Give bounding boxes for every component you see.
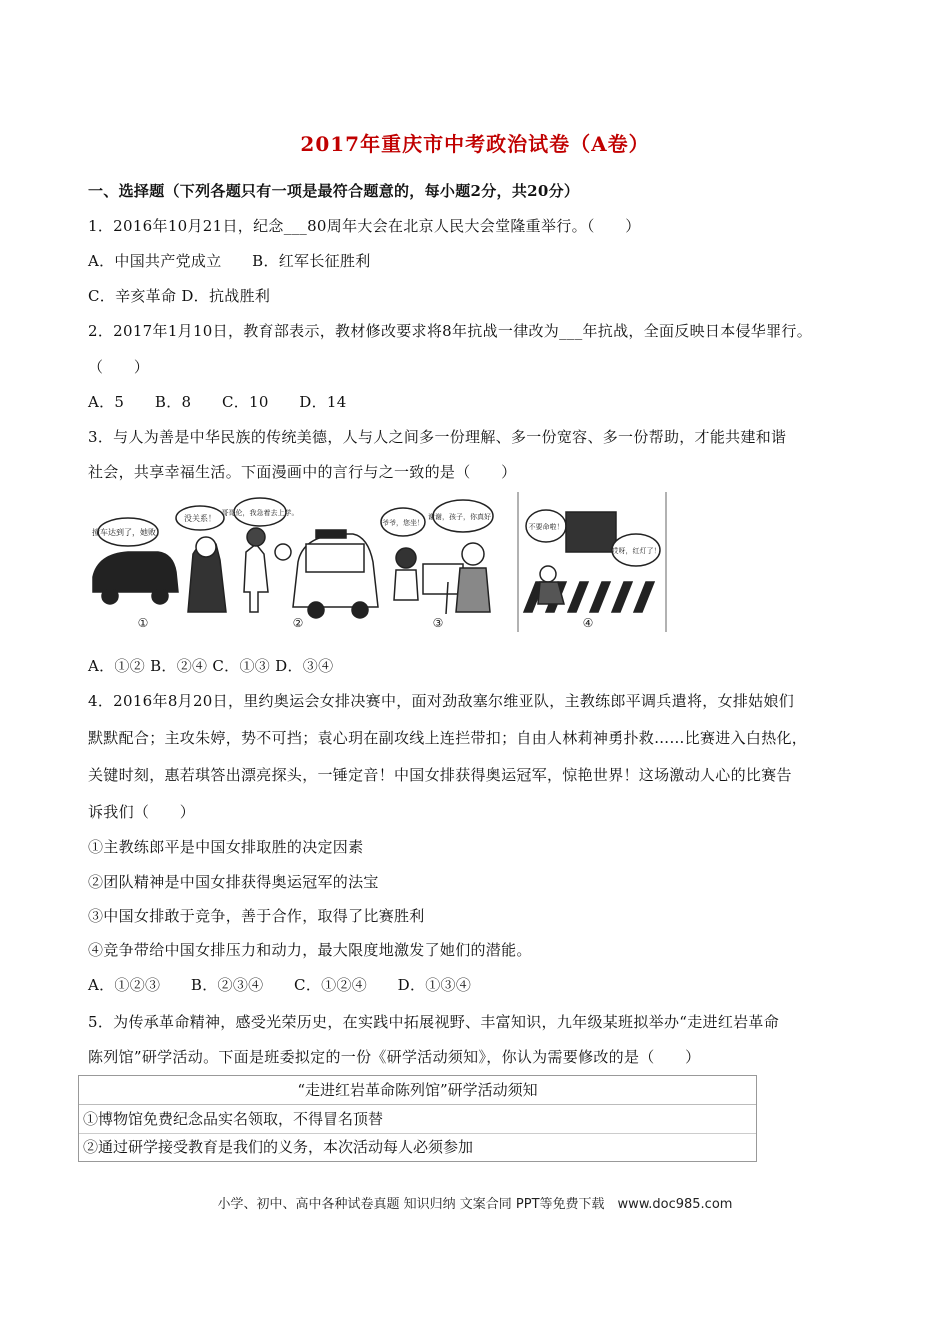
section-heading: 一、选择题（下列各题只有一项是最符合题意的，每小题2分，共20分）: [88, 182, 580, 200]
question-4-stem-4: 诉我们（ ）: [88, 803, 196, 821]
question-2-options: A．5 B．8 C．10 D．14: [88, 393, 347, 411]
question-5-stem-1: 5．为传承革命精神，感受光荣历史，在实践中拓展视野、丰富知识，九年级某班拟举办“走进红岩革命: [88, 1013, 780, 1031]
comic-panel-3: [381, 500, 498, 630]
question-5-stem-2: 陈列馆”研学活动。下面是班委拟定的一份《研学活动须知》，你认为需要修改的是（ ）: [88, 1048, 701, 1066]
comic-panel-3-bubble-left: 爷爷，您坐！: [382, 519, 424, 527]
question-4-item-3: ③中国女排敢于竞争，善于合作，取得了比赛胜利: [88, 907, 425, 925]
activity-notice-table: [78, 1075, 757, 1162]
page-title: 2017年重庆市中考政治试卷（A卷）: [300, 132, 650, 156]
question-4-item-4: ④竞争带给中国女排压力和动力，最大限度地激发了她们的潜能。: [88, 941, 532, 959]
comic-panel-3-number: ③: [432, 616, 444, 630]
comic-panel-2-bubble: 哥哥伦，我急着去上学。: [221, 509, 299, 517]
question-4-stem-2: 默默配合；主攻朱婷，势不可挡；袁心玥在副攻线上连拦带扣；自由人林莉神勇扑救……比赛进入白热化，: [88, 729, 808, 747]
comic-panel-3-bubble-right: 谢谢，孩子，你真好！: [428, 513, 498, 521]
comic-strip: [88, 492, 668, 632]
question-3-stem-1: 3．与人为善是中华民族的传统美德，人与人之间多一份理解、多一份宽容、多一份帮助，才能共建和谐: [88, 428, 787, 446]
comic-panel-1: [92, 506, 226, 630]
comic-panel-1-bubble-right: 没关系！: [184, 514, 216, 523]
question-4-item-2: ②团队精神是中国女排获得奥运冠军的法宝: [88, 873, 379, 891]
comic-panel-2-number: ②: [292, 616, 304, 630]
comic-panel-2: [222, 498, 379, 630]
question-4-stem-1: 4．2016年8月20日，里约奥运会女排决赛中，面对劲敌塞尔维亚队，主教练郎平调兵遣将，女排姑娘们: [88, 692, 795, 710]
comic-panel-1-bubble-left: 撞车达到了，她败！: [92, 528, 164, 537]
comic-panel-4-bubble-right: 哎呀，红灯了！: [611, 547, 661, 555]
page-footer: 小学、初中、高中各种试卷真题 知识归纳 文案合同 PPT等免费下载 www.doc985.com: [217, 1197, 733, 1212]
comic-panel-4: [518, 492, 666, 632]
question-3-options: A．①② B．②④ C．①③ D．③④: [88, 657, 334, 675]
question-1-options-a-b: A．中国共产党成立 B．红军长征胜利: [88, 252, 371, 270]
notice-item-2: ②通过研学接受教育是我们的义务，本次活动每人必须参加: [83, 1138, 474, 1156]
question-4-options: A．①②③ B．②③④ C．①②④ D．①③④: [88, 976, 472, 994]
question-2-stem: 2．2017年1月10日，教育部表示，教材修改要求将8年抗战一律改为___年抗战，全面反映日本侵华罪行。: [88, 322, 812, 340]
comic-panel-4-number: ④: [582, 616, 594, 630]
question-2-stem-cont: （ ）: [88, 358, 150, 376]
question-4-stem-3: 关键时刻，惠若琪答出漂亮探头，一锤定音！中国女排获得奥运冠军，惊艳世界！这场激动人心的比赛告: [88, 766, 792, 784]
comic-panel-4-bubble-left: 不要命啦！: [528, 523, 564, 531]
notice-title: “走进红岩革命陈列馆”研学活动须知: [79, 1076, 756, 1105]
notice-item-1: ①博物馆免费纪念品实名领取，不得冒名顶替: [79, 1105, 756, 1134]
question-1-stem: 1．2016年10月21日，纪念___80周年大会在北京人民大会堂隆重举行。（ ）: [88, 217, 641, 235]
comic-panel-1-number: ①: [137, 616, 149, 630]
question-4-item-1: ①主教练郎平是中国女排取胜的决定因素: [88, 838, 364, 856]
question-1-options-c-d: C．辛亥革命 D．抗战胜利: [88, 287, 271, 305]
question-3-stem-2: 社会，共享幸福生活。下面漫画中的言行与之一致的是（ ）: [88, 463, 517, 481]
